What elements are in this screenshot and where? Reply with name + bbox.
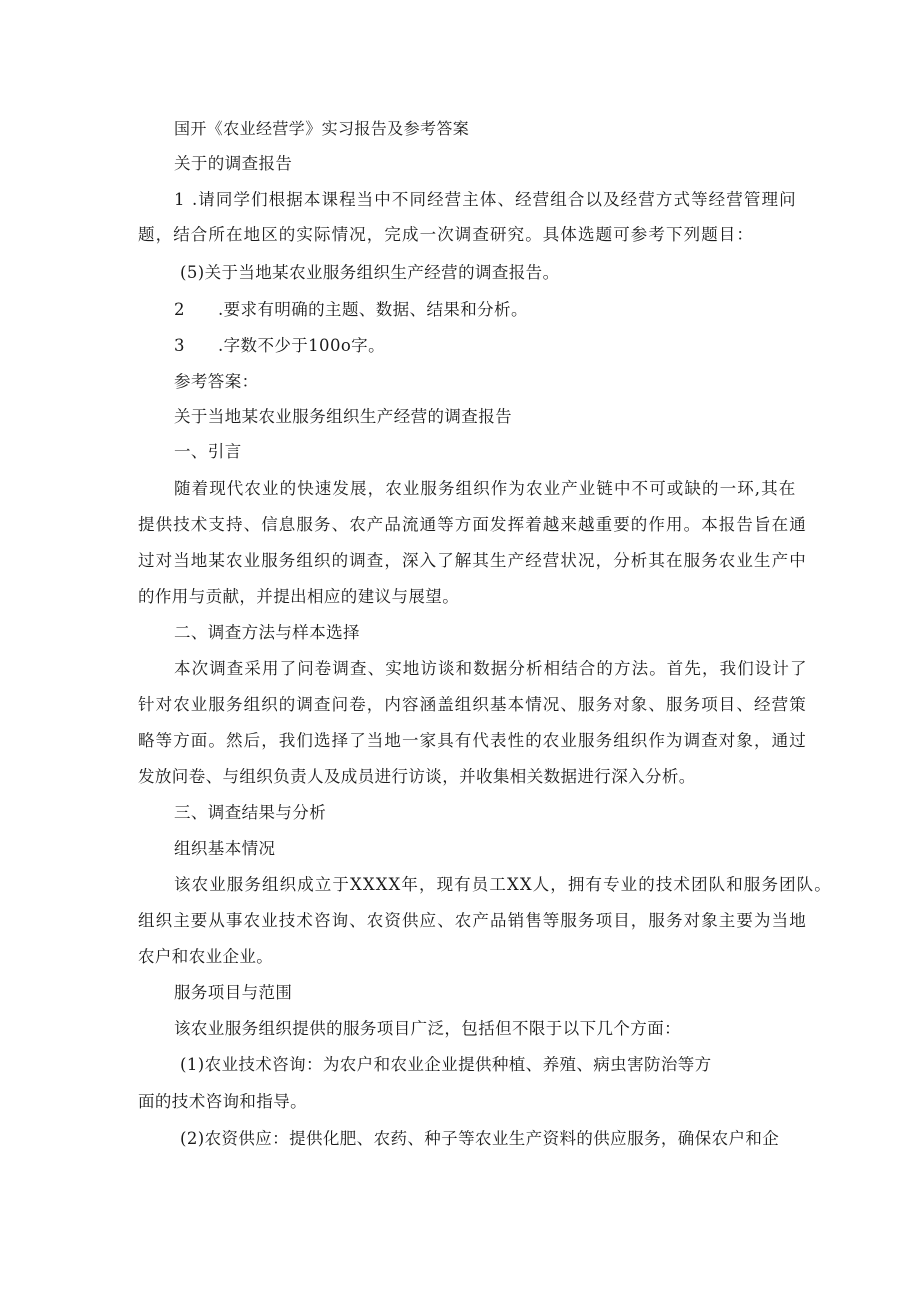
report-heading: 关于的调查报告 xyxy=(174,154,293,173)
services-intro: 该农业服务组织提供的服务项目广泛，包括但不限于以下几个方面： xyxy=(174,1019,681,1038)
section-1-heading: 一、引言 xyxy=(174,442,242,461)
section-2-heading: 二、调查方法与样本选择 xyxy=(174,623,360,642)
section-1-line-3: 过对当地某农业服务组织的调查，深入了解其生产经营状况，分析其在服务农业生产中 xyxy=(138,551,807,570)
service-item-2-line-1: (2)农资供应：提供化肥、农药、种子等农业生产资料的供应服务，确保农户和企 xyxy=(180,1129,780,1148)
requirement-3 xyxy=(174,335,385,357)
section-1-line-2: 提供技术支持、信息服务、农产品流通等方面发挥着越来越重要的作用。本报告旨在通 xyxy=(138,515,807,534)
section-3-heading: 三、调查结果与分析 xyxy=(174,803,327,822)
subsection-basic-info-heading: 组织基本情况 xyxy=(174,839,276,858)
service-item-1-line-1: (1)农业技术咨询：为农户和农业企业提供种植、养殖、病虫害防治等方 xyxy=(180,1055,712,1074)
section-2-line-3: 略等方面。然后，我们选择了当地一家具有代表性的农业服务组织作为调查对象，通过 xyxy=(138,731,807,750)
requirement-2 xyxy=(174,299,528,321)
section-1-line-4: 的作用与贡献，并提出相应的建议与展望。 xyxy=(138,587,460,606)
requirement-3-number: 3 xyxy=(174,336,185,355)
section-2-line-1: 本次调查采用了问卷调查、实地访谈和数据分析相结合的方法。首先，我们设计了 xyxy=(174,659,808,678)
subsection-services-heading: 服务项目与范围 xyxy=(174,983,293,1002)
basic-info-line-1: 该农业服务组织成立于XXXX年，现有员工XX人，拥有专业的技术团队和服务团队。 xyxy=(174,875,832,894)
answer-title: 关于当地某农业服务组织生产经营的调查报告 xyxy=(174,407,512,426)
requirement-2-number: 2 xyxy=(174,300,185,319)
requirement-2-text: .要求有明确的主题、数据、结果和分析。 xyxy=(218,300,528,319)
section-1-line-1: 随着现代农业的快速发展，农业服务组织作为农业产业链中不可或缺的一环,其在 xyxy=(174,479,797,498)
requirement-3-text: .字数不少于100o字。 xyxy=(218,336,385,355)
answer-label: 参考答案： xyxy=(174,372,259,391)
service-item-1-line-2: 面的技术咨询和指导。 xyxy=(138,1092,307,1111)
section-2-line-4: 发放问卷、与组织负责人及成员进行访谈，并收集相关数据进行深入分析。 xyxy=(138,767,696,786)
basic-info-line-3: 农户和农业企业。 xyxy=(138,947,274,966)
requirement-1-line-1: 1 .请同学们根据本课程当中不同经营主体、经营组合以及经营方式等经营管理问 xyxy=(174,190,797,209)
document-title: 国开《农业经营学》实习报告及参考答案 xyxy=(174,119,470,138)
topic-5: (5)关于当地某农业服务组织生产经营的调查报告。 xyxy=(180,263,560,282)
section-2-line-2: 针对农业服务组织的调查问卷，内容涵盖组织基本情况、服务对象、服务项目、经营策 xyxy=(138,695,807,714)
basic-info-line-2: 组织主要从事农业技术咨询、农资供应、农产品销售等服务项目，服务对象主要为当地 xyxy=(138,911,807,930)
requirement-1-line-2: 题，结合所在地区的实际情况，完成一次调查研究。具体选题可参考下列题目： xyxy=(138,225,754,244)
